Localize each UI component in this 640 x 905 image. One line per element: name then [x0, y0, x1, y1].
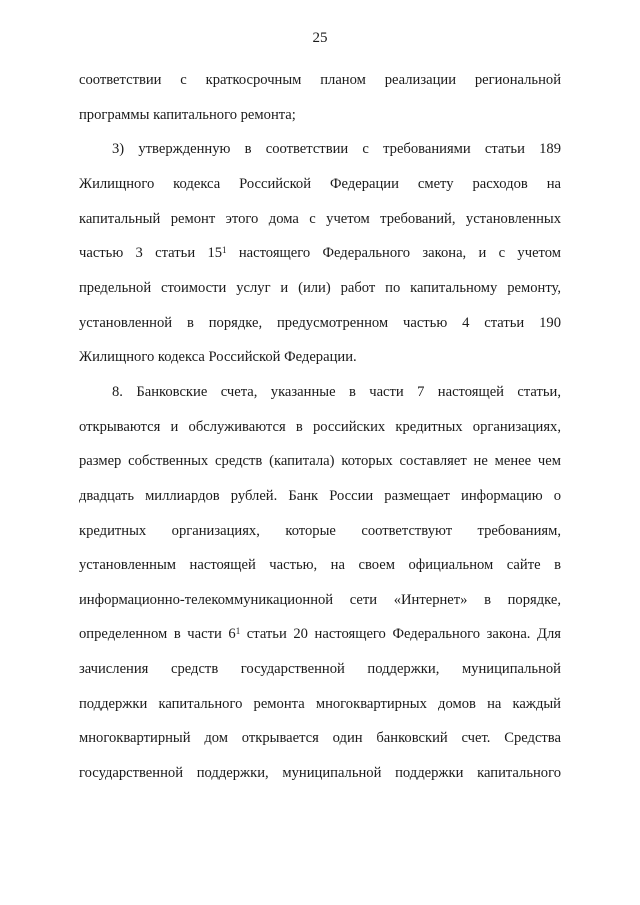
text-line: соответствии с краткосрочным планом реализации региональной [79, 72, 561, 88]
text-line: многоквартирный дом открывается один банковский счет. Средства [79, 730, 561, 746]
text-line: поддержки капитального ремонта многоквартирных домов на каждый [79, 696, 561, 712]
text-line: предельной стоимости услуг и (или) работ по капитальному ремонту, [79, 280, 561, 296]
text-line: открываются и обслуживаются в российских кредитных организациях, [79, 419, 561, 435]
line-segment: настоящего Федерального закона, и с учетом [226, 245, 561, 261]
text-line: Жилищного кодекса Российской Федерации смету расходов на [79, 176, 561, 192]
superscript: 1 [235, 626, 241, 636]
text-line: информационно-телекоммуникационной сети «Интернет» в порядке, [79, 592, 561, 608]
text-line: капитальный ремонт этого дома с учетом требований, установленных [79, 211, 561, 227]
text-line: Жилищного кодекса Российской Федерации. [79, 349, 357, 365]
text-line: установленной в порядке, предусмотренном частью 4 статьи 190 [79, 315, 561, 331]
superscript: 1 [222, 245, 227, 255]
page-number: 25 [312, 30, 328, 46]
text-line: размер собственных средств (капитала) которых составляет не менее чем [79, 453, 561, 469]
line-segment: статьи 20 настоящего Федерального закона. Для [240, 626, 561, 642]
text-line: установленным настоящей частью, на своем официальном сайте в [79, 557, 561, 573]
text-line-with-superscript [79, 624, 561, 644]
text-line: государственной поддержки, муниципальной поддержки капитального [79, 765, 561, 781]
text-line: двадцать миллиардов рублей. Банк России размещает информацию о [79, 488, 561, 504]
line-segment: частью 3 статьи 15 [79, 245, 223, 261]
text-line: программы капитального ремонта; [79, 107, 296, 123]
text-line-with-superscript [79, 243, 561, 263]
text-line: зачисления средств государственной поддержки, муниципальной [79, 661, 561, 677]
text-line: 3) утвержденную в соответствии с требованиями статьи 189 [112, 141, 561, 157]
text-line: кредитных организациях, которые соответствуют требованиям, [79, 523, 561, 539]
text-line: 8. Банковские счета, указанные в части 7 настоящей статьи, [112, 384, 561, 400]
line-segment: определенном в части 6 [79, 626, 236, 642]
